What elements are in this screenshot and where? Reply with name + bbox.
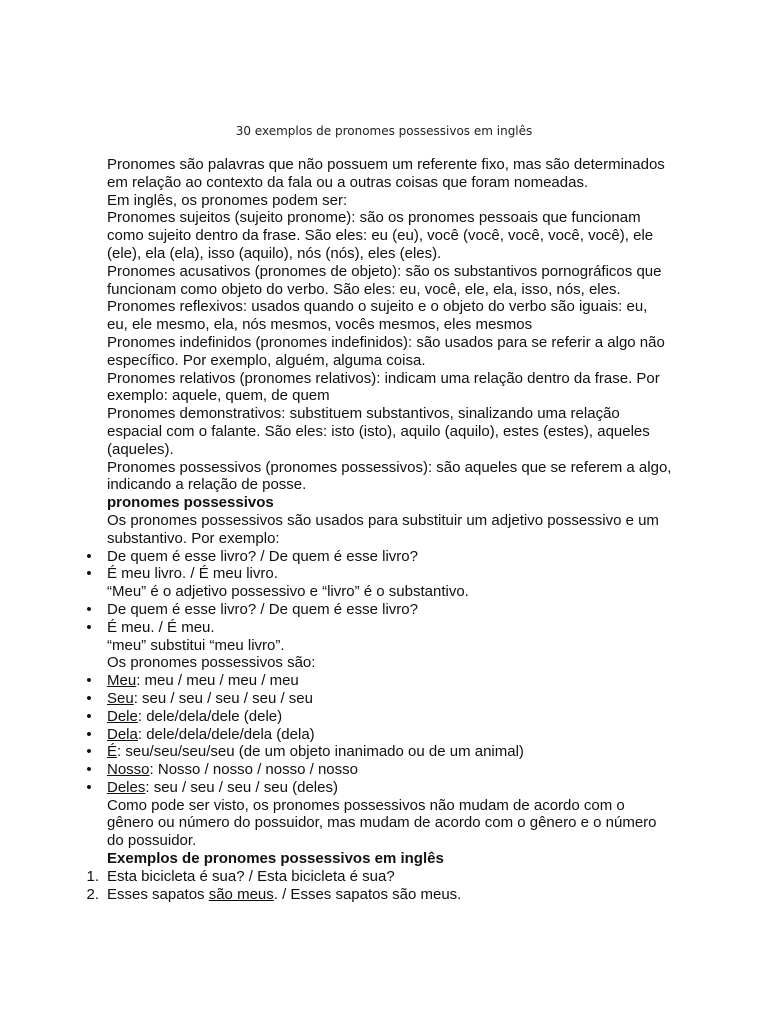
item-text: Esta bicicleta é sua? / Esta bicicleta é sua? — [107, 867, 395, 885]
section-heading-possessive: pronomes possessivos — [107, 494, 274, 512]
numbered-item — [86, 867, 672, 886]
section-heading-examples: Exemplos de pronomes possessivos em inglês — [107, 850, 444, 868]
pronoun-forms: : dele/dela/dele/dela (dela) — [137, 725, 315, 743]
intro-paragraph: Pronomes possessivos (pronomes possessivos): são aqueles que se referem a algo, indicando a relação de posse. — [107, 458, 672, 494]
item-text-after: . / Esses sapatos são meus. — [273, 885, 462, 903]
pronoun-forms: : seu/seu/seu/seu (de um objeto inanimado ou de um animal) — [117, 743, 524, 761]
list-item: • É meu livro. / É meu livro. — [107, 565, 672, 583]
item-underlined: são meus — [208, 885, 274, 903]
document-body — [86, 156, 672, 903]
list-item — [107, 708, 672, 726]
numbered-item — [86, 885, 672, 904]
intro-paragraph: Em inglês, os pronomes podem ser: — [107, 191, 348, 209]
pronoun-term: Nosso — [107, 761, 150, 779]
item-number: 1. — [86, 867, 99, 885]
intro-paragraph: Pronomes acusativos (pronomes de objeto): são os substantivos pornográficos que funcionam como objeto do verbo. São eles: eu, você, ele, ela, isso, nós, eles. — [107, 262, 662, 298]
intro-paragraph: Pronomes sujeitos (sujeito pronome): são os pronomes pessoais que funcionam como sujeito dentro da frase. São eles: eu (eu), você (você, você, você, você), ele (ele), ela (ela), isso (aquilo), nós (nós), eles (eles). — [107, 209, 654, 262]
example-list — [107, 548, 672, 584]
pronoun-forms: : meu / meu / meu / meu — [136, 672, 299, 690]
intro-paragraph: Pronomes demonstrativos: substituem substantivos, sinalizando uma relação espacial com o falante. São eles: isto (isto), aquilo (aquilo), estes (estes), aqueles (aqueles). — [107, 405, 650, 458]
pronoun-forms: : Nosso / nosso / nosso / nosso — [149, 761, 358, 779]
list-item — [107, 726, 672, 744]
intro-paragraph: Pronomes são palavras que não possuem um referente fixo, mas são determinados em relação ao contexto da fala ou a outras coisas que foram nomeadas. — [107, 156, 665, 191]
list-item — [107, 761, 672, 779]
list-item: • É meu. / É meu. — [107, 619, 672, 637]
pronoun-forms: : seu / seu / seu / seu (deles) — [145, 778, 338, 796]
example-note: “Meu” é o adjetivo possessivo e “livro” é o substantivo. — [107, 583, 469, 601]
page-title: 30 exemplos de pronomes possessivos em inglês — [235, 124, 533, 138]
intro-paragraph: Pronomes reflexivos: usados quando o sujeito e o objeto do verbo são iguais: eu, eu, ele mesmo, ela, nós mesmos, vocês mesmos, eles mesmos — [107, 298, 648, 334]
pronoun-term: Meu — [107, 672, 137, 690]
list-item — [107, 690, 672, 708]
pronoun-term: Deles — [107, 778, 146, 796]
pronoun-term: É — [107, 743, 118, 761]
list-item: • De quem é esse livro? / De quem é esse livro? — [107, 548, 672, 566]
item-text: Esses sapatos — [107, 885, 209, 903]
list-item: • De quem é esse livro? / De quem é esse livro? — [107, 601, 672, 619]
list-intro: Os pronomes possessivos são: — [107, 654, 316, 672]
pronoun-term: Dela — [107, 725, 138, 743]
pronoun-term: Dele — [107, 707, 138, 725]
pronoun-forms: : dele/dela/dele (dele) — [137, 707, 283, 725]
list-item — [107, 672, 672, 690]
pronoun-forms: : seu / seu / seu / seu / seu — [133, 689, 313, 707]
pronoun-term: Seu — [107, 689, 134, 707]
intro-paragraph: Pronomes indefinidos (pronomes indefinidos): são usados para se referir a algo não específico. Por exemplo, alguém, alguma coisa. — [107, 333, 665, 369]
intro-paragraph: Pronomes relativos (pronomes relativos): indicam uma relação dentro da frase. Por exemplo: aquele, quem, de quem — [107, 369, 660, 405]
numbered-examples — [86, 867, 672, 904]
section-paragraph: Os pronomes possessivos são usados para substituir um adjetivo possessivo e um substantivo. Por exemplo: — [107, 511, 659, 547]
list-item — [107, 743, 672, 761]
conclusion-paragraph: Como pode ser visto, os pronomes possessivos não mudam de acordo com o gênero ou número do possuidor, mas mudam de acordo com o gênero e o número do possuidor. — [107, 796, 657, 850]
item-number: 2. — [86, 885, 99, 903]
list-item — [107, 779, 672, 797]
pronoun-list — [107, 672, 672, 797]
example-list — [107, 601, 672, 637]
example-note: “meu” substitui “meu livro”. — [107, 636, 285, 654]
